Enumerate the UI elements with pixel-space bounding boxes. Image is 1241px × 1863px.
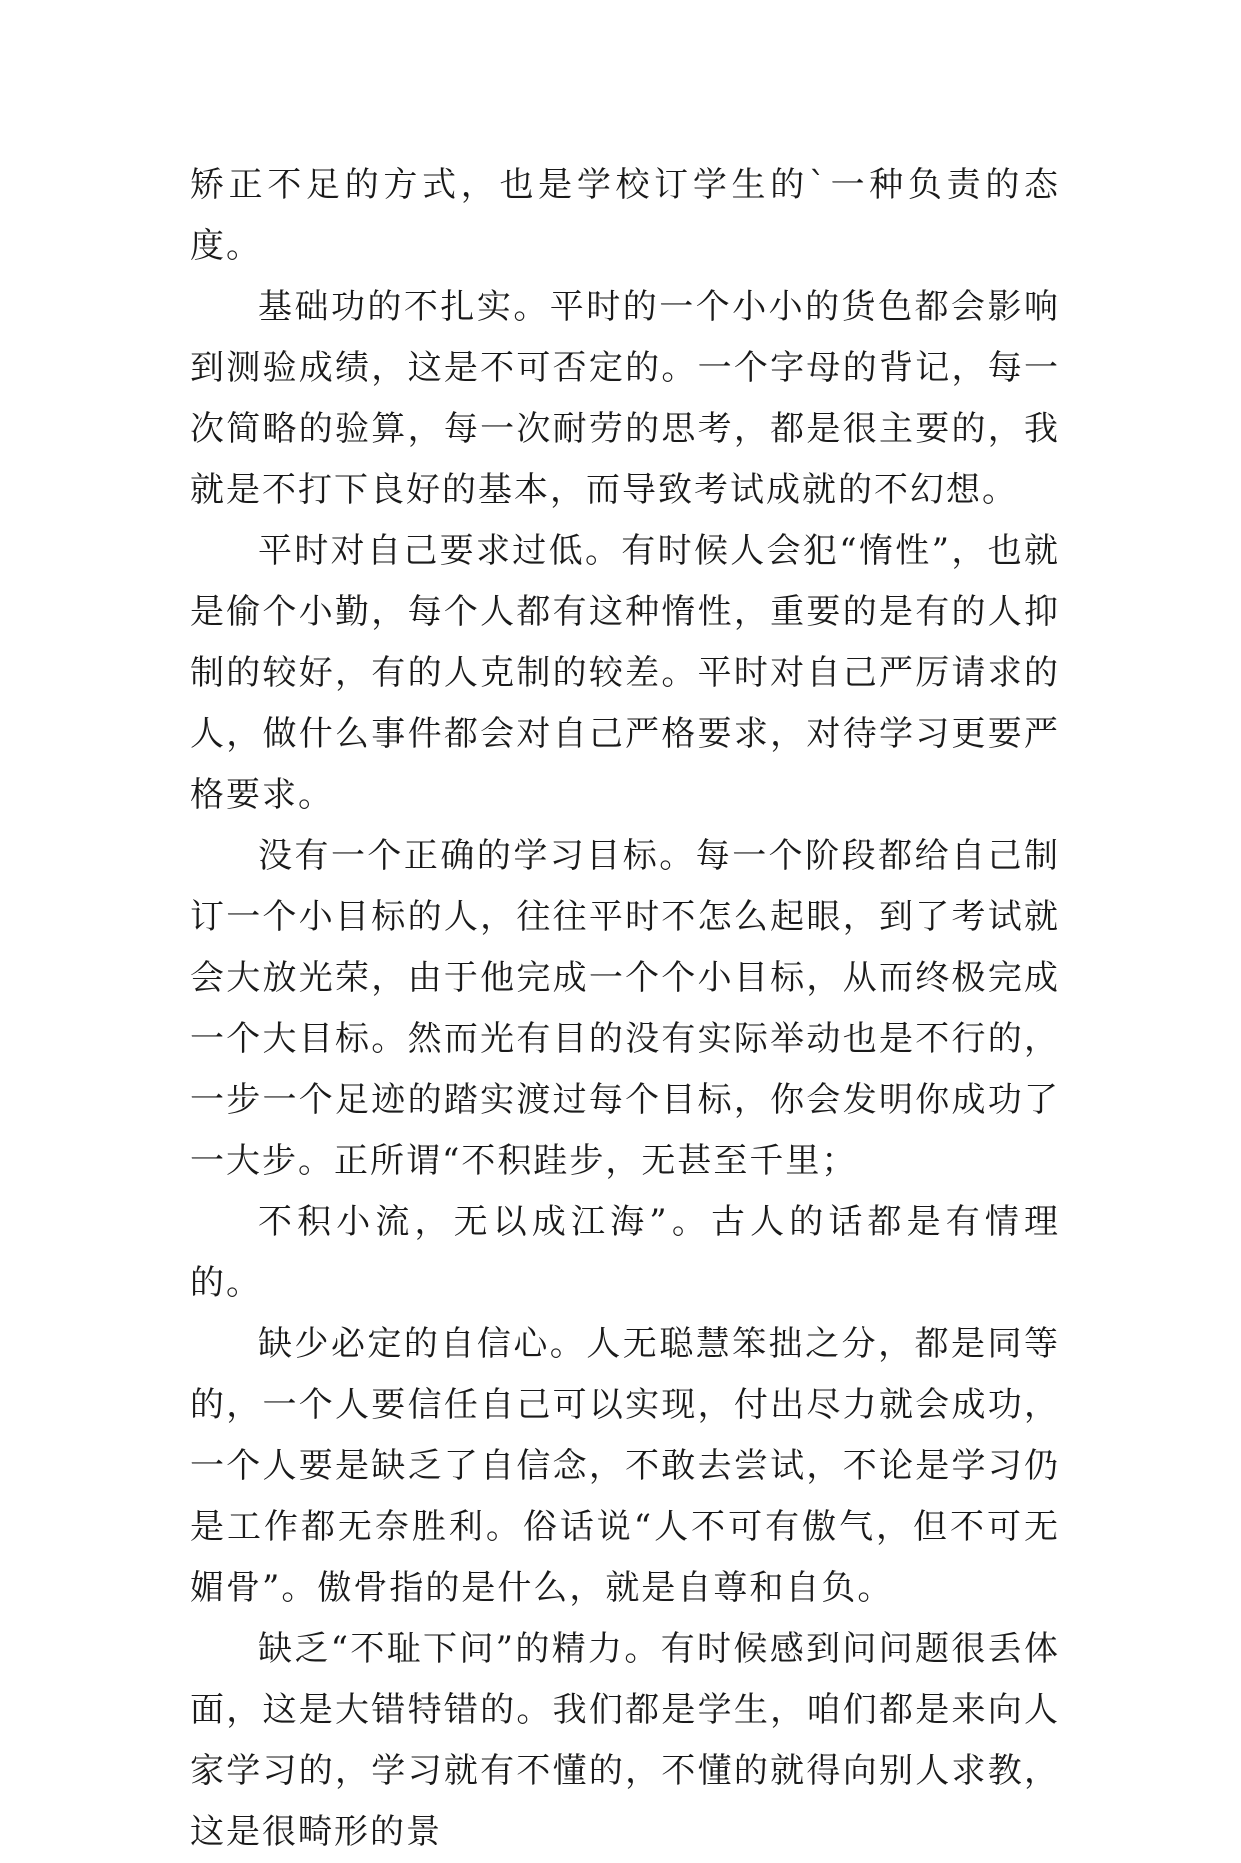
paragraph-7: 缺乏“不耻下问”的精力。有时候感到问问题很丢体面，这是大错特错的。我们都是学生，咱们都是来向人家学习的，学习就有不懂的，不懂的就得向别人求教，这是很畸形的景 xyxy=(190,1629,1060,1852)
paragraph-1: 矫正不足的方式，也是学校订学生的`一种负责的态度。 xyxy=(190,165,1060,266)
document-body xyxy=(190,155,1060,1863)
paragraph-5: 不积小流，无以成江海”。古人的话都是有情理的。 xyxy=(190,1202,1060,1303)
paragraph-3: 平时对自己要求过低。有时候人会犯“惰性”，也就是偷个小勤，每个人都有这种惰性，重要的是有的人抑制的较好，有的人克制的较差。平时对自己严厉请求的人，做什么事件都会对自己严格要求，对待学习更要严格要求。 xyxy=(190,531,1060,815)
paragraph-2: 基础功的不扎实。平时的一个小小的货色都会影响到测验成绩，这是不可否定的。一个字母的背记，每一次简略的验算，每一次耐劳的思考，都是很主要的，我就是不打下良好的基本，而导致考试成就的不幻想。 xyxy=(190,287,1060,510)
paragraph-4: 没有一个正确的学习目标。每一个阶段都给自己制订一个小目标的人，往往平时不怎么起眼，到了考试就会大放光荣，由于他完成一个个小目标，从而终极完成一个大目标。然而光有目的没有实际举动也是不行的，一步一个足迹的踏实渡过每个目标，你会发明你成功了一大步。正所谓“不积跬步，无甚至千里； xyxy=(190,836,1060,1181)
paragraph-6: 缺少必定的自信心。人无聪慧笨拙之分，都是同等的，一个人要信任自己可以实现，付出尽力就会成功，一个人要是缺乏了自信念，不敢去尝试，不论是学习仍是工作都无奈胜利。俗话说“人不可有傲气，但不可无媚骨”。傲骨指的是什么，就是自尊和自负。 xyxy=(190,1324,1060,1608)
